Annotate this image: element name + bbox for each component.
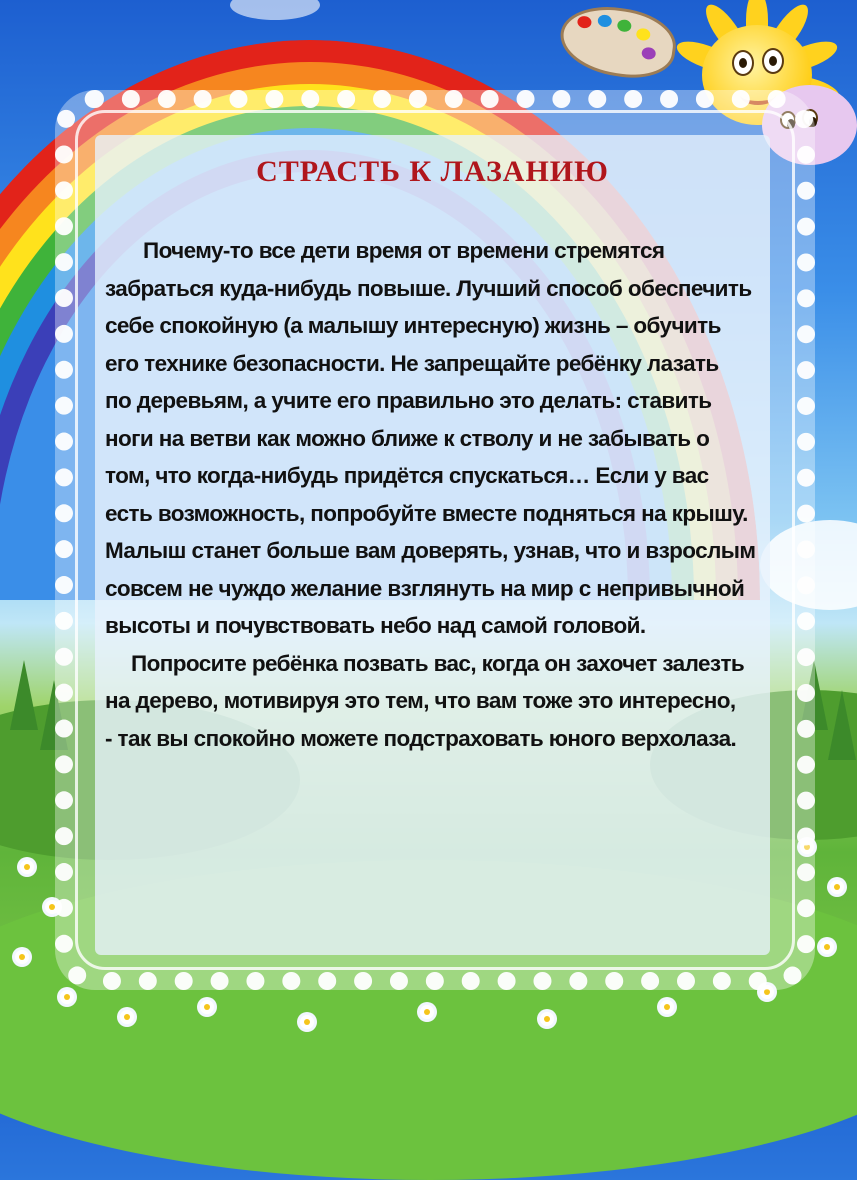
paragraph-line: Попросите ребёнка позвать вас, когда он захочет залезть [131,650,745,676]
paragraph-line: высоты и почувствовать небо над самой головой. [105,613,646,638]
flower [820,940,834,954]
flower [300,1015,314,1029]
paragraph-line: забраться куда-нибудь повыше. Лучший способ обеспечить [105,275,752,301]
tree [828,690,856,760]
flower [60,990,74,1004]
flower [420,1005,434,1019]
flower [830,880,844,894]
flower [540,1012,554,1026]
paragraph-line: том, что когда-нибудь придётся спускаться… Если у вас [105,463,709,488]
flower [660,1000,674,1014]
paragraph-line: Почему-то все дети время от времени стремятся [143,238,665,263]
paragraph-line: ноги на ветви как можно ближе к стволу и не забывать о [105,425,710,451]
flower [120,1010,134,1024]
paragraph-line: его технике безопасности. Не запрещайте ребёнку лазать [105,350,719,376]
flower [15,950,29,964]
cloud [230,0,320,20]
paragraph-line: - так вы спокойно можете подстраховать юного верхолаза. [105,725,737,751]
tree [10,660,38,730]
paragraph-line: есть возможность, попробуйте вместе подняться на крышу. [105,500,748,526]
paragraph-line: по деревьям, а учите его правильно это делать: ставить [105,388,712,413]
page-title: СТРАСТЬ К ЛАЗАНИЮ [256,155,609,188]
paragraph-line: Малыш станет больше вам доверять, узнав, что и взрослым [105,538,756,563]
flower [20,860,34,874]
article-body [105,232,765,757]
paragraph-line: на дерево, мотивируя это тем, что вам тоже это интересно, [105,688,736,713]
paragraph-line: себе спокойную (а малышу интересную) жизнь – обучить [105,313,721,338]
flower [200,1000,214,1014]
paragraph-line: совсем не чуждо желание взглянуть на мир с непривычной [105,575,745,601]
